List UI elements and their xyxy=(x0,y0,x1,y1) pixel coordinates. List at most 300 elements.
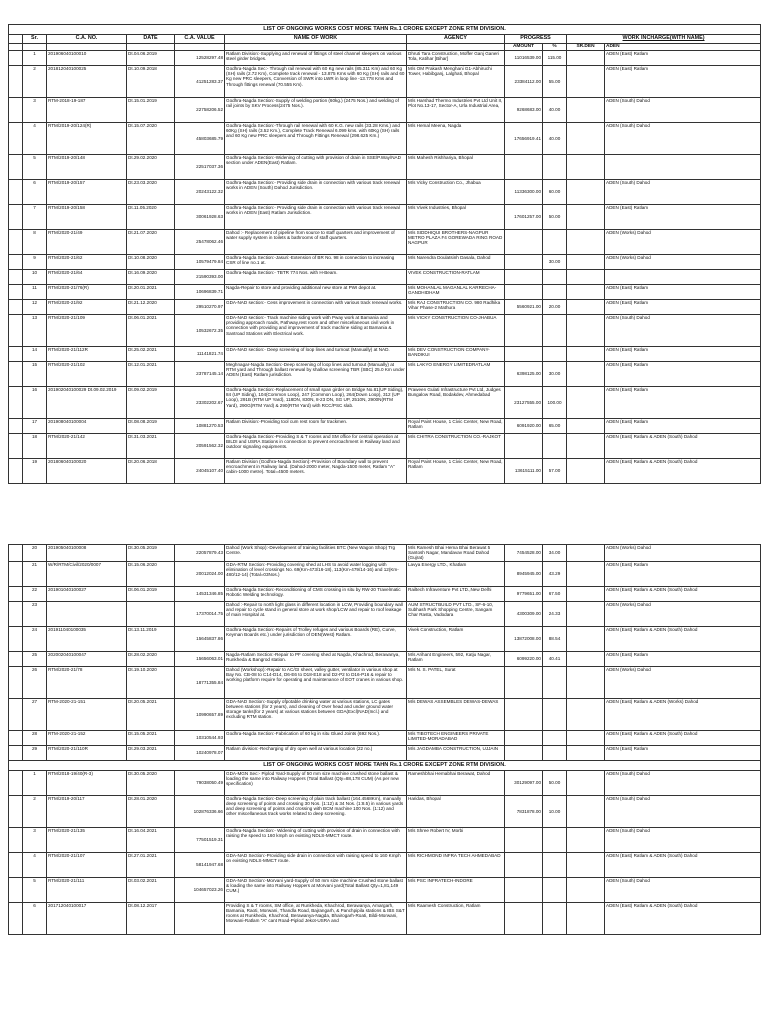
row-ca-value: 17370014.75 xyxy=(175,601,225,626)
row-percent: 40.41 xyxy=(543,651,567,666)
row-amount: 17601257.00 xyxy=(505,205,543,230)
row-aden: ADEN (South) Dahod xyxy=(605,98,761,123)
row-sr: 3 xyxy=(23,827,47,852)
row-name-of-work: GDA-NAD Section:-Providing side drain in connection with raising speed to 160 Kmph on existing NDLS-MMCT route. xyxy=(225,852,407,877)
row-ca-no: RTM/2018-19/40(R-3) xyxy=(47,770,127,795)
row-ca-value: 102876336.66 xyxy=(175,795,225,827)
table-row xyxy=(9,698,761,730)
table-row xyxy=(9,180,761,205)
row-ca-value: 21590393.00 xyxy=(175,270,225,285)
table-row xyxy=(9,315,761,347)
row-srden xyxy=(567,698,605,730)
row-amount xyxy=(505,255,543,270)
row-percent: 43.29 xyxy=(543,561,567,586)
row-name-of-work: Ratlam Division (Godhra-Nagda Section):-Provision of Boundary wall to prevent encroachment in Railway land. (Dahod-2000 meter, Nagda-1500 meter, Ratlam "A" cabin-1000 metre). Total=4500 meters. xyxy=(225,459,407,484)
row-name-of-work: GDA-RTM Section:-Providing covering shed at LHS to avoid water logging with elimination of level crossings No. 69(Km-473/16-18), 113(Km-479/14-16) and 12(Km-480/12-14) (Total=03Nos.) xyxy=(225,561,407,586)
works-table-page-1 xyxy=(8,24,761,484)
table-row xyxy=(9,300,761,315)
row-date: Dt.28.01.2020 xyxy=(127,795,175,827)
row-sr: 2 xyxy=(23,66,47,98)
row-ca-no: RTM/2019-20/158 xyxy=(47,205,127,230)
row-sr: 1 xyxy=(23,51,47,66)
row-srden xyxy=(567,66,605,98)
row-name-of-work: Godhra-Nagda Section:-Jasuri:-Extension of BR No. 98 in connection to increasing CSR of line no.1 at. xyxy=(225,255,407,270)
row-ca-no: 201905040100008 xyxy=(47,545,127,562)
row-srden xyxy=(567,362,605,387)
row-sr: 17 xyxy=(23,419,47,434)
row-aden: ADEN (South) Dahod xyxy=(605,827,761,852)
row-date: Dt.15.06.2020 xyxy=(127,561,175,586)
row-date xyxy=(127,601,175,626)
row-srden xyxy=(567,770,605,795)
row-sr: 7 xyxy=(23,205,47,230)
row-ca-value: 15656063.01 xyxy=(175,651,225,666)
row-name-of-work: Godhra-Nagda Section:-Providing S & T rooms and SM office for central operation at BILDI and USRA Stations in connection to prevent encroachment in Railway land and outdoor signaling equipments. xyxy=(225,434,407,459)
row-name-of-work: Godhra-Nagda Section:- TBTR 774 Nos. with H-Beam. xyxy=(225,270,407,285)
row-aden: ADEN (South) Dahod xyxy=(605,180,761,205)
table-row xyxy=(9,730,761,745)
row-srden xyxy=(567,601,605,626)
row-agency: M/s Ramesh Bhai Hema Bhai Berawat 5 Santosh Nagar, Mandavav Road Dahod (Gujrat) xyxy=(407,545,505,562)
row-ca-no: 202002040100047 xyxy=(47,651,127,666)
row-ca-no: 201712040100017 xyxy=(47,902,127,934)
table-row xyxy=(9,255,761,270)
row-ca-no: RTM-2018-19-187 xyxy=(47,98,127,123)
row-ca-no: 201902040100029 Dt.09.02.2019 xyxy=(47,387,127,419)
row-date: Dt.08.08.2019 xyxy=(127,419,175,434)
row-amount xyxy=(505,434,543,459)
row-amount xyxy=(505,877,543,902)
row-amount xyxy=(505,155,543,180)
row-agency: M/s Raamesh Construction, Ratlam xyxy=(407,902,505,934)
row-date: Dt.06.01.2019 xyxy=(127,586,175,601)
row-aden: ADEN (East) Ratlam xyxy=(605,66,761,98)
row-date: Dt.29.02.2020 xyxy=(127,155,175,180)
row-date: Dt.20.05.2021 xyxy=(127,698,175,730)
row-ca-value: 29510270.97 xyxy=(175,300,225,315)
row-ca-value: 15645837.86 xyxy=(175,626,225,651)
row-agency: M/s RICHMOND INFRA TECH AHMEDABAD xyxy=(407,852,505,877)
row-sr: 28 xyxy=(23,730,47,745)
row-date: Dt.06.01.2021 xyxy=(127,315,175,347)
row-agency: M/s Mahesh Rishhariya, Bhopal xyxy=(407,155,505,180)
row-date: Dt.30.05.2019 xyxy=(127,545,175,562)
row-ca-value: 30061928.63 xyxy=(175,205,225,230)
row-amount: 8945945.00 xyxy=(505,561,543,586)
row-percent: 57.00 xyxy=(543,459,567,484)
row-date: Dt.08.12.2017 xyxy=(127,902,175,934)
row-aden xyxy=(605,270,761,285)
row-name-of-work: Meghnagar-Nagda Section:-Deep screening of loop lines and turnout (Manually) at RTM yard and Through ballast renewal by shallow screening TBR (SBC) 25.0 Km under ADEN (East) Ratlam jurisdiction. xyxy=(225,362,407,387)
table-row xyxy=(9,586,761,601)
row-aden: ADEN (East) Ratlam xyxy=(605,347,761,362)
row-ca-value: 41251283.37 xyxy=(175,66,225,98)
row-aden: ADEN (South) Dahod xyxy=(605,123,761,155)
row-amount xyxy=(505,852,543,877)
row-date: Dt.20.01.2021 xyxy=(127,285,175,300)
table-row xyxy=(9,902,761,934)
table-row xyxy=(9,155,761,180)
row-srden xyxy=(567,877,605,902)
row-name-of-work: Godhra-Nagda Section:-Repairs of Trolley refuges and various Boards (RE), Curve, Keyman Boards etc.) under jurisdiction of DEN(West) Ratlam. xyxy=(225,626,407,651)
row-name-of-work: Godhra-Nagda Section:-Supply of welding portion (60kg.) (2475 Nos.) and welding of rail joints by SKV Process(2475 Nos.). xyxy=(225,98,407,123)
row-amount: 5560921.00 xyxy=(505,300,543,315)
row-ca-value: 23302202.67 xyxy=(175,387,225,419)
row-aden: ADEN (Works) Dahod xyxy=(605,666,761,698)
col-name-of-work: NAME OF WORK xyxy=(225,35,407,44)
row-ca-value: 14531346.85 xyxy=(175,586,225,601)
table-row xyxy=(9,459,761,484)
row-percent: 55.00 xyxy=(543,66,567,98)
table-row xyxy=(9,601,761,626)
row-ca-value: 22517037.36 xyxy=(175,155,225,180)
row-sr: 10 xyxy=(23,270,47,285)
row-aden: ADEN (East) Ratlam & ADEN (South) Dahod xyxy=(605,586,761,601)
row-ca-value: 10240978.07 xyxy=(175,745,225,760)
col-progress: PROGRESS xyxy=(505,35,567,44)
row-sr: 4 xyxy=(23,852,47,877)
row-percent: 50.00 xyxy=(543,770,567,795)
row-percent xyxy=(543,270,567,285)
table-row xyxy=(9,123,761,155)
row-date: Dt.31.03.2021 xyxy=(127,434,175,459)
row-date: Dt.19.10.2020 xyxy=(127,666,175,698)
row-amount: 13872008.00 xyxy=(505,626,543,651)
row-name-of-work: GDA-NAD section:- Deep screening of loop lines and turnout (Manually) at NAD. xyxy=(225,347,407,362)
row-ca-no: RTM/2020-21/76(R) xyxy=(47,285,127,300)
row-name-of-work: Ratlam division:-Recharging of dry open well at various location (22 no.) xyxy=(225,745,407,760)
table-row xyxy=(9,745,761,760)
row-percent: 30.00 xyxy=(543,255,567,270)
row-srden xyxy=(567,545,605,562)
row-ca-no: RTM/2020-21/62 xyxy=(47,255,127,270)
row-ca-no: RTM/2020-21/111 xyxy=(47,877,127,902)
row-date: Dt.13.11.2019 xyxy=(127,626,175,651)
row-percent: 30.00 xyxy=(543,362,567,387)
document-page xyxy=(8,0,760,935)
row-srden xyxy=(567,285,605,300)
row-ca-value: 10532672.35 xyxy=(175,315,225,347)
row-srden xyxy=(567,387,605,419)
row-ca-value: 11141821.74 xyxy=(175,347,225,362)
row-date: Dt.21.12.2020 xyxy=(127,300,175,315)
table-row xyxy=(9,827,761,852)
row-srden xyxy=(567,852,605,877)
row-percent xyxy=(543,230,567,255)
row-name-of-work: Godhra-Nagda Section:-Through rail renewal with 60 K.G. new rails (33.28 Kms.) and 60Kg (SH) rails (3.52 Km.), Complete Track Renewal 6.099 kms. with 60Kg (SH) rails and 60 Kg new PRC sleepers and Through Fittings Renewal (298.625 Km.) xyxy=(225,123,407,155)
row-percent xyxy=(543,155,567,180)
row-aden: ADEN (Works) Dahod xyxy=(605,545,761,562)
row-amount xyxy=(505,315,543,347)
row-srden xyxy=(567,205,605,230)
row-sr: 23 xyxy=(23,601,47,626)
row-aden: ADEN (East) Ratlam xyxy=(605,419,761,434)
row-ca-value: 25478062.46 xyxy=(175,230,225,255)
row-srden xyxy=(567,730,605,745)
row-percent xyxy=(543,877,567,902)
row-ca-no: RTM/2020-21/92 xyxy=(47,300,127,315)
row-name-of-work: Godhra-Nagda Section:- Providing side drain in connection with various track renewal works in ADEN (East) Ratlam Jurisdiction. xyxy=(225,205,407,230)
row-date: Dt.15.05.2021 xyxy=(127,730,175,745)
row-ca-no: RTM-2020-21-152 xyxy=(47,730,127,745)
row-percent xyxy=(543,666,567,698)
row-ca-no: RTM/2020-21/64 xyxy=(47,270,127,285)
row-sr: 25 xyxy=(23,651,47,666)
row-amount xyxy=(505,730,543,745)
table-row xyxy=(9,230,761,255)
row-ca-value: 24045107.40 xyxy=(175,459,225,484)
row-aden: ADEN (East) Ratlam xyxy=(605,362,761,387)
row-percent: 115.00 xyxy=(543,51,567,66)
row-agency: Rameshbhai Hemabhai Berawat, Dahod xyxy=(407,770,505,795)
row-agency: M/s DEV CONSTRUCTION COMPANY-BANDIKUI xyxy=(407,347,505,362)
row-srden xyxy=(567,315,605,347)
row-date: Dt.12.01.2021 xyxy=(127,362,175,387)
row-date: Dt.15.01.2019 xyxy=(127,98,175,123)
row-percent xyxy=(543,902,567,934)
row-percent xyxy=(543,285,567,300)
row-amount: 6099220.00 xyxy=(505,651,543,666)
row-sr: 12 xyxy=(23,300,47,315)
row-agency: Dhruti Tara Construction, Moffer Ganj Ganeri Tola, Katihar [Bihar] xyxy=(407,51,505,66)
row-amount: 7454528.00 xyxy=(505,545,543,562)
row-percent: 88.54 xyxy=(543,626,567,651)
row-sr: 26 xyxy=(23,666,47,698)
row-agency: M/s RAJ CONSTRUCTION CO. 980 Radhika Vihar Phase-2 Mathura xyxy=(407,300,505,315)
row-aden: ADEN (East) Ratlam & ADEN (South) Dahod xyxy=(605,434,761,459)
row-agency: M/s TIBOTECH ENGINEERS PRIVATE LIMITED-MORADABAD xyxy=(407,730,505,745)
row-name-of-work: Dahod :-Repair to north light glass in different location in LCW, Providing boundary wall and repair to cycle stand in general store at work shop/LCW and repair to roof leakage of main Hospital at. xyxy=(225,601,407,626)
row-ca-value: 10310544.93 xyxy=(175,730,225,745)
row-ca-value: 77501519.31 xyxy=(175,827,225,852)
row-sr: 14 xyxy=(23,347,47,362)
row-name-of-work: Providing S & T rooms, SM office, at Runkheda, Khachrod, Berawanya, Amargarh, Bamania, Raoti, Morwani, Thandla Road, Bajrangarh, & Panchpipila stations & IBS S&T rooms at Runkheda, Khachrod, Berawanya-Nagda, Bhairogarh-Roati, Bildi-Morwani, Morwani-Ratlam "A" cant Road-Piplod Jekot-USRA and xyxy=(225,902,407,934)
row-name-of-work: Godhra-Nagda Section:-Reconditioning of CMS crossing in situ by RW-20 Travelmatic Robotic Welding technology. xyxy=(225,586,407,601)
row-amount xyxy=(505,230,543,255)
row-amount: 13615111.00 xyxy=(505,459,543,484)
table-row xyxy=(9,626,761,651)
row-sr: 8 xyxy=(23,230,47,255)
row-percent: 34.00 xyxy=(543,545,567,562)
row-amount xyxy=(505,745,543,760)
row-ca-value: 20591562.32 xyxy=(175,434,225,459)
row-ca-no: RTM/2020-21/107 xyxy=(47,852,127,877)
row-ca-value: 12528297.48 xyxy=(175,51,225,66)
row-ca-no xyxy=(47,601,127,626)
table-row xyxy=(9,795,761,827)
row-amount xyxy=(505,666,543,698)
table-row xyxy=(9,205,761,230)
row-srden xyxy=(567,419,605,434)
row-agency: Royal Paint House, 1 Civic Center, New Road, Ratlam xyxy=(407,459,505,484)
row-agency: M/s OM Prakash Menghani G1-Abhiruchi Tower, Habibganj, Lalghati, Bhopal xyxy=(407,66,505,98)
row-sr: 29 xyxy=(23,745,47,760)
row-sr: 5 xyxy=(23,877,47,902)
row-date: Dt.04.06.2019 xyxy=(127,51,175,66)
table-title: LIST OF ONGOING WORKS COST MORE TAHN Rs.1 CRORE EXCEPT ZONE RTM DIVISION. xyxy=(9,25,761,35)
row-srden xyxy=(567,651,605,666)
row-srden xyxy=(567,434,605,459)
row-aden: ADEN (East) Ratlam xyxy=(605,300,761,315)
row-amount: 7831878.00 xyxy=(505,795,543,827)
row-ca-value: 22057879.43 xyxy=(175,545,225,562)
row-ca-value: 10579479.84 xyxy=(175,255,225,270)
row-percent: 65.00 xyxy=(543,419,567,434)
row-date: Dt.29.03.2021 xyxy=(127,745,175,760)
row-sr: 1 xyxy=(23,770,47,795)
row-ca-no: 201906040100010 xyxy=(47,51,127,66)
row-agency: Royal Paint House, 1 Civic Center, New Road, Ratlam xyxy=(407,419,505,434)
row-name-of-work: Godhra-Nagda Section:- Widening of cutting with provision of drain in connection with raising the speed to 160 kmph on existing NDLS-MMCT route. xyxy=(225,827,407,852)
row-name-of-work: Dahod :- Replacement of pipeline from source to staff quarters and improvement of water supply system in toilets & bathrooms of staff quarters. xyxy=(225,230,407,255)
table-row xyxy=(9,98,761,123)
row-percent xyxy=(543,745,567,760)
row-percent: 40.00 xyxy=(543,123,567,155)
row-agency: Lavya Energy LTD., Khatlam xyxy=(407,561,505,586)
row-name-of-work: GDA-NAD Section:-Supply ofpotable drinking water at various stations, LC gates between stations (for 2 years), and cleaning of Over head and under ground water storage tanks(for 2 years) at various stations between GDA(Excl)NAD(Incl.) and excluding RTM station. xyxy=(225,698,407,730)
row-agency: Railtech Infraventure Pvt LTD.,New Delhi xyxy=(407,586,505,601)
row-percent: 20.00 xyxy=(543,300,567,315)
table-row xyxy=(9,270,761,285)
table-row xyxy=(9,285,761,300)
row-aden: ADEN (East) Ratlam xyxy=(605,387,761,419)
row-aden: ADEN (East) Ratlam & ADEN (South) Dahod xyxy=(605,730,761,745)
row-sr: 20 xyxy=(23,545,47,562)
row-name-of-work: Godhra-Nagda Sec:- Through rail renewal with 60 Kg new rails (85.311 Km) and 60 Kg (SH) rails (2.72 Km), Complete track renewal - 13.875 Kms with 60 Kg (SH) rails and 60 Kg new PRC sleepers, Conversion of SWR into LWR in loop line -13.778 Kms and Through fittings renewal (70.555 Km). xyxy=(225,66,407,98)
row-ca-no: RTM/2020-21/109 xyxy=(47,315,127,347)
row-ca-no: 201901040100027 xyxy=(47,586,127,601)
row-sr: 15 xyxy=(23,362,47,387)
row-aden: ADEN (Works) Dahod xyxy=(605,255,761,270)
row-name-of-work: Godhra-Nagda Section:- Providing side drain in connection with various track renewal works in ADEN (South) Dahod Jurisdiction. xyxy=(225,180,407,205)
row-name-of-work: Godhra-Nagda Section:-Replacement of small span girder on Bridge No.81(UP Siding), 84 (UP Siding), 104(Common Loop), 247 (Common Loop), 264(Down Loop), 312 (UP Loop), 291B (RTM UP Yard), 118DN, 830N, 8-23 DN, SG UP, 2510N, 2900N(RTM Yard), 290G(RTM Yard) & 290(RTM Yard) with RCC/PSC slab. xyxy=(225,387,407,419)
row-percent xyxy=(543,698,567,730)
row-sr: 9 xyxy=(23,255,47,270)
row-ca-no: 201812040100025 xyxy=(47,66,127,98)
row-amount: 17656919.41 xyxy=(505,123,543,155)
row-name-of-work: Nagda-Repair to store and providing additional new store at PWI depot at. xyxy=(225,285,407,300)
row-date: Dt.28.02.2020 xyxy=(127,651,175,666)
row-name-of-work: GDA-MGN Sec:- Piplod Yard-Supply of 50 mm size machine crushed stone ballast & loading the same into Railway Hoppers (Total Ballast (Qty=88,178 CUM) (As per new specification) xyxy=(225,770,407,795)
table-row xyxy=(9,51,761,66)
row-srden xyxy=(567,745,605,760)
row-date: Dt.09.02.2019 xyxy=(127,387,175,419)
row-aden: ADEN (East) Ratlam & ADEN (South) Dahod xyxy=(605,852,761,877)
row-sr: 6 xyxy=(23,180,47,205)
row-agency: Praween Gulati Infrastructure Pvt Ltd, Judges Bungalow Road, Bodakdev, Ahmedabad xyxy=(407,387,505,419)
row-agency: M/s N. S. PATEL, Surat xyxy=(407,666,505,698)
table-row xyxy=(9,651,761,666)
row-name-of-work: GDA-NAD section:- Cess improvement in connection with various track renewal works. xyxy=(225,300,407,315)
row-date: Dt.20.06.2018 xyxy=(127,459,175,484)
row-aden: ADEN (South) Dahod xyxy=(605,877,761,902)
row-ca-no: RTM/2020-21/78 xyxy=(47,666,127,698)
row-amount xyxy=(505,347,543,362)
col-work-incharge: WORK INCHARGE(WITH NAME) xyxy=(567,35,761,44)
row-percent xyxy=(543,347,567,362)
table-row xyxy=(9,362,761,387)
row-name-of-work: Ratlam Division:-Providing tool cum rest room for trackmen. xyxy=(225,419,407,434)
row-agency: M/s CHITRA CONSTRUCTION CO.-RAJKOT xyxy=(407,434,505,459)
row-ca-no: W/R/RTM/Civil/2020/0007 xyxy=(47,561,127,586)
row-srden xyxy=(567,626,605,651)
row-amount: 23127555.00 xyxy=(505,387,543,419)
row-percent: 24.33 xyxy=(543,601,567,626)
row-aden: ADEN (Works) Dahod xyxy=(605,601,761,626)
row-ca-value: 20012024.00 xyxy=(175,561,225,586)
row-ca-value: 20243122.32 xyxy=(175,180,225,205)
row-amount xyxy=(505,285,543,300)
row-sr: 6 xyxy=(23,902,47,934)
row-amount: 11336300.00 xyxy=(505,180,543,205)
row-aden: ADEN (East) Ratlam xyxy=(605,745,761,760)
row-percent xyxy=(543,852,567,877)
row-ca-value: 79038050.49 xyxy=(175,770,225,795)
row-date: Dt.27.01.2021 xyxy=(127,852,175,877)
table-row xyxy=(9,877,761,902)
row-ca-no: RTM/2020-21/135 xyxy=(47,827,127,852)
row-amount: 11016539.00 xyxy=(505,51,543,66)
row-date: Dt.23.03.2020 xyxy=(127,180,175,205)
row-name-of-work: GDA-NAD Section:-Morvani yard-Supply of 50 mm size machine Crushed stone ballast & loading the same into Railway Hoppers at Morvani yard(Total Ballast Qty=1,81,149 CUM.) xyxy=(225,877,407,902)
row-date: Dt.10.08.2020 xyxy=(127,255,175,270)
col-srden: SR.DEN xyxy=(567,44,605,51)
row-amount: 23384112.00 xyxy=(505,66,543,98)
row-aden: ADEN (South) Dahod xyxy=(605,770,761,795)
table-row xyxy=(9,347,761,362)
row-sr: 21 xyxy=(23,561,47,586)
row-agency: M/s Hemal Meena, Nagda xyxy=(407,123,505,155)
row-agency: AUM STRUCTBUILD PVT LTD., SF-6-10, Subhash Park Shopping Centre, Sangam Char Rasta, Vadodara xyxy=(407,601,505,626)
row-agency: M/s PSC INFRATECH-INDORE xyxy=(407,877,505,902)
row-aden: ADEN (East) Ratlam xyxy=(605,51,761,66)
row-name-of-work: Godhra-Nagda Section:-Widening of cutting with provision of drain in SSE/P.Way/NAD section under ADEN(East) Ratlam. xyxy=(225,155,407,180)
row-percent: 10.00 xyxy=(543,795,567,827)
row-amount xyxy=(505,902,543,934)
row-agency: Vivek Construction, Ratlam xyxy=(407,626,505,651)
row-amount xyxy=(505,270,543,285)
row-srden xyxy=(567,180,605,205)
table-row xyxy=(9,666,761,698)
row-name-of-work: Dahod (Work Shop):-Development of training facilities BTC (New Wagon Shop) Trg Centre. xyxy=(225,545,407,562)
row-agency: M/s Arihant Engineers, 592, Katju Nagar, Ratlam xyxy=(407,651,505,666)
row-aden: ADEN (East) Ratlam xyxy=(605,561,761,586)
row-ca-value: 10990657.89 xyxy=(175,698,225,730)
row-agency: M/s DEWAS ASSEMBLES DEWAS-DEWAS xyxy=(407,698,505,730)
row-sr: 18 xyxy=(23,434,47,459)
col-percent: % xyxy=(543,44,567,51)
row-name-of-work: Godhra-Nagda Section:-Deep screening of plain track ballast (164.4568Km), manually deep screening of points and crossing 30 Nos. (1:12) & 34 Nos. (1:8.5) in various yards and deep screening of points and crossing with BCM machine 100 Nos. (1:12) and other miscellaneous track works related to deep screening. xyxy=(225,795,407,827)
works-table-page-2 xyxy=(8,544,761,935)
row-srden xyxy=(567,347,605,362)
row-name-of-work: Nagda-Ratlam Section:-Repair to PF covering shed at Nagda, Khachrod, Berawanya, Runkheda & Bangrod station. xyxy=(225,651,407,666)
row-srden xyxy=(567,123,605,155)
row-ca-value: 23787145.14 xyxy=(175,362,225,387)
row-aden: ADEN (East) Ratlam & ADEN (South) Dahod xyxy=(605,902,761,934)
row-agency: M/s VICKY CONSTRUCTION CO-JHABUA xyxy=(407,315,505,347)
table-row xyxy=(9,66,761,98)
row-srden xyxy=(567,827,605,852)
table-row xyxy=(9,419,761,434)
col-agency: AGENCY xyxy=(407,35,505,44)
row-date: Dt.15.07.2020 xyxy=(127,123,175,155)
row-ca-no: RTM-2020-21-151 xyxy=(47,698,127,730)
row-srden xyxy=(567,255,605,270)
table-title-2: LIST OF ONGOING WORKS COST MORE TAHN Rs.1 CRORE EXCEPT ZONE RTM DIVISION. xyxy=(9,760,761,770)
row-name-of-work: Dahod (Workshop):-Repair to AC/GI sheet, valley gutter, ventilator in various shop at Bay No. CB-08 to C14-D14, D6-E6 to D18-E18 and D2-P2 to D16-P16 & repair to working platform require for operating and maintenance of EOT cranes in various shop. xyxy=(225,666,407,698)
row-name-of-work: Ratlam Division:-Supplying and renewal of fittings of steel channel sleepers on various steel girder bridges. xyxy=(225,51,407,66)
row-percent xyxy=(543,730,567,745)
